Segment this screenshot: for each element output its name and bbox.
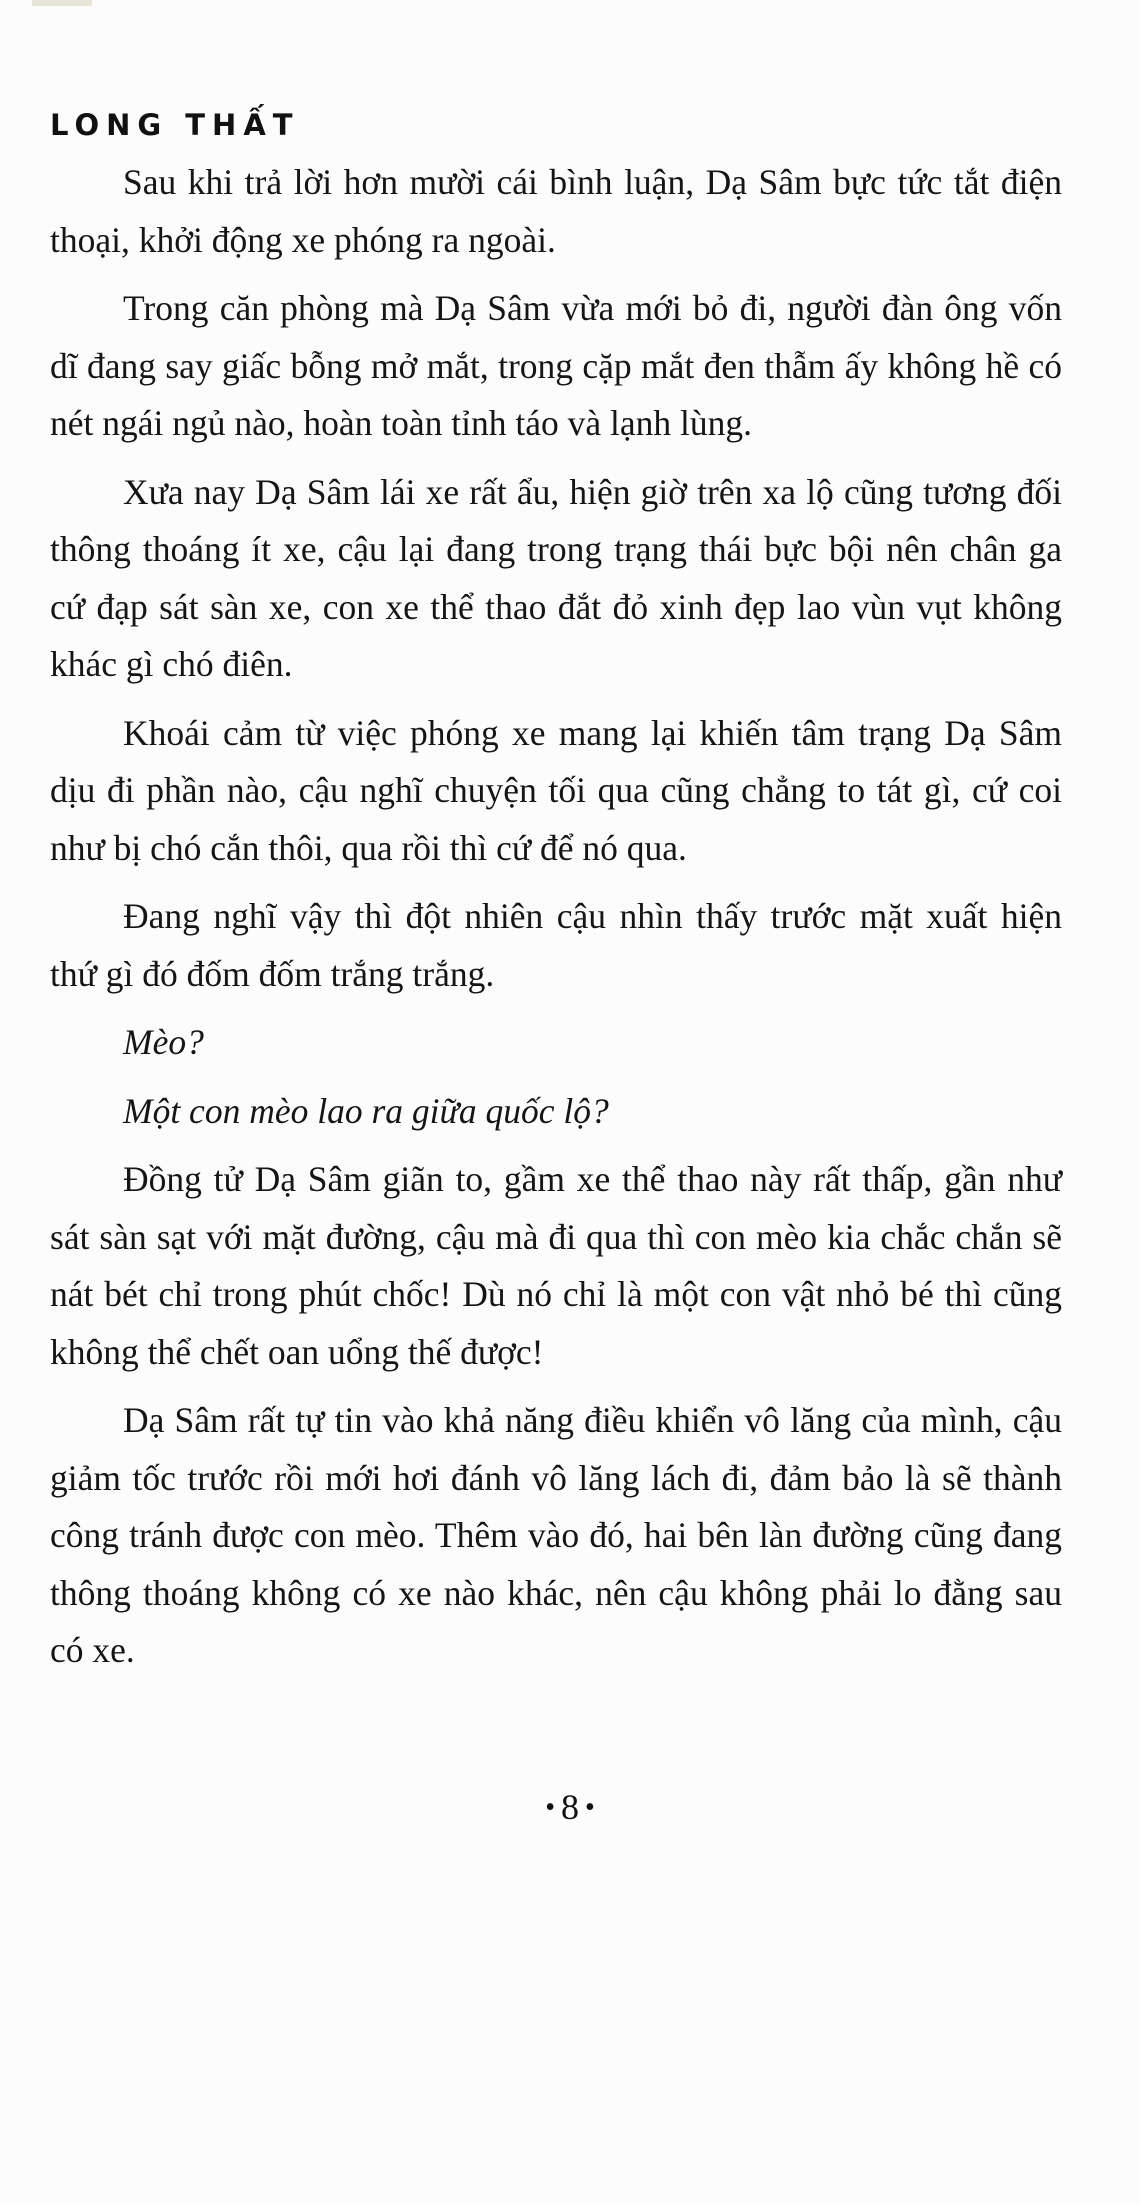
- page-edge-mark: [32, 0, 92, 6]
- paragraph: Đồng tử Dạ Sâm giãn to, gầm xe thể thao này rất thấp, gần như sát sàn sạt với mặt đường, cậu mà đi qua thì con mèo kia chắc chắn sẽ nát bét chỉ trong phút chốc! Dù nó chỉ là một con vật nhỏ bé thì cũng không thể chết oan uổng thế được!: [50, 1159, 1062, 1372]
- paragraph: Trong căn phòng mà Dạ Sâm vừa mới bỏ đi, người đàn ông vốn dĩ đang say giấc bỗng mở mắt, trong cặp mắt đen thẫm ấy không hề có nét ngái ngủ nào, hoàn toàn tỉnh táo và lạnh lùng.: [50, 288, 1062, 443]
- paragraph-italic: Một con mèo lao ra giữa quốc lộ?: [123, 1090, 609, 1131]
- body-text: [50, 154, 1062, 1691]
- paragraph: Dạ Sâm rất tự tin vào khả năng điều khiển vô lăng của mình, cậu giảm tốc trước rồi mới hơi đánh vô lăng lách đi, đảm bảo là sẽ thành công tránh được con mèo. Thêm vào đó, hai bên làn đường cũng đang thông thoáng không có xe nào khác, nên cậu không phải lo đằng sau có xe.: [50, 1400, 1062, 1670]
- paragraph: Sau khi trả lời hơn mười cái bình luận, Dạ Sâm bực tức tắt điện thoại, khởi động xe phóng ra ngoài.: [50, 162, 1062, 260]
- paragraph: Xưa nay Dạ Sâm lái xe rất ẩu, hiện giờ trên xa lộ cũng tương đối thông thoáng ít xe, cậu lại đang trong trạng thái bực bội nên chân ga cứ đạp sát sàn xe, con xe thể thao đắt đỏ xinh đẹp lao vùn vụt không khác gì chó điên.: [50, 471, 1062, 684]
- page-number: [0, 1786, 1140, 1828]
- running-header: LONG THẤT: [50, 108, 300, 142]
- bullet-ornament: •: [545, 1792, 555, 1823]
- paragraph: Khoái cảm từ việc phóng xe mang lại khiến tâm trạng Dạ Sâm dịu đi phần nào, cậu nghĩ chuyện tối qua cũng chẳng to tát gì, cứ coi như bị chó cắn thôi, qua rồi thì cứ để nó qua.: [50, 712, 1062, 868]
- page-number-value: 8: [561, 1787, 579, 1827]
- paragraph: Đang nghĩ vậy thì đột nhiên cậu nhìn thấy trước mặt xuất hiện thứ gì đó đốm đốm trắng trắng.: [50, 896, 1062, 994]
- paragraph-italic: Mèo?: [123, 1022, 204, 1062]
- bullet-ornament: •: [585, 1792, 595, 1823]
